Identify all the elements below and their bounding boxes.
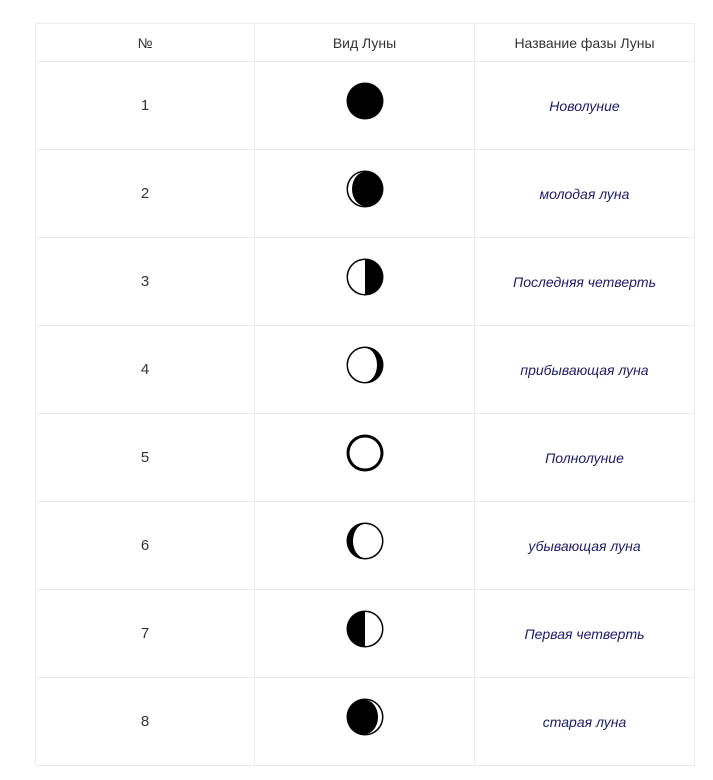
full-moon-icon xyxy=(345,433,385,473)
moon-cell xyxy=(255,678,475,766)
phase-name: прибывающая луна xyxy=(475,326,695,414)
moon-cell xyxy=(255,414,475,502)
header-row xyxy=(36,24,695,62)
new-moon-icon xyxy=(345,81,385,121)
row-number: 6 xyxy=(36,502,255,590)
waxing-crescent-moon-icon xyxy=(345,169,385,209)
header-number: № xyxy=(36,24,255,62)
table-row xyxy=(36,502,695,590)
header-appearance: Вид Луны xyxy=(255,24,475,62)
phase-name: убывающая луна xyxy=(475,502,695,590)
waning-crescent-moon-icon xyxy=(345,697,385,737)
moon-phases-table xyxy=(35,23,695,766)
row-number: 3 xyxy=(36,238,255,326)
moon-cell xyxy=(255,502,475,590)
header-name: Название фазы Луны xyxy=(475,24,695,62)
table-row xyxy=(36,326,695,414)
moon-cell xyxy=(255,62,475,150)
moon-cell xyxy=(255,238,475,326)
table-row xyxy=(36,590,695,678)
table-row xyxy=(36,62,695,150)
phase-name: Полнолуние xyxy=(475,414,695,502)
table-row xyxy=(36,414,695,502)
row-number: 5 xyxy=(36,414,255,502)
row-number: 1 xyxy=(36,62,255,150)
moon-cell xyxy=(255,150,475,238)
waxing-gibbous-moon-icon xyxy=(345,345,385,385)
row-number: 4 xyxy=(36,326,255,414)
last-quarter-moon-icon xyxy=(345,257,385,297)
moon-cell xyxy=(255,590,475,678)
first-quarter-moon-icon xyxy=(345,609,385,649)
waning-gibbous-moon-icon xyxy=(345,521,385,561)
moon-cell xyxy=(255,326,475,414)
row-number: 8 xyxy=(36,678,255,766)
phase-name: Первая четверть xyxy=(475,590,695,678)
phase-name: молодая луна xyxy=(475,150,695,238)
phase-name: Новолуние xyxy=(475,62,695,150)
phase-name: Последняя четверть xyxy=(475,238,695,326)
row-number: 7 xyxy=(36,590,255,678)
row-number: 2 xyxy=(36,150,255,238)
phase-name: старая луна xyxy=(475,678,695,766)
table-row xyxy=(36,150,695,238)
table-row xyxy=(36,238,695,326)
table-row xyxy=(36,678,695,766)
